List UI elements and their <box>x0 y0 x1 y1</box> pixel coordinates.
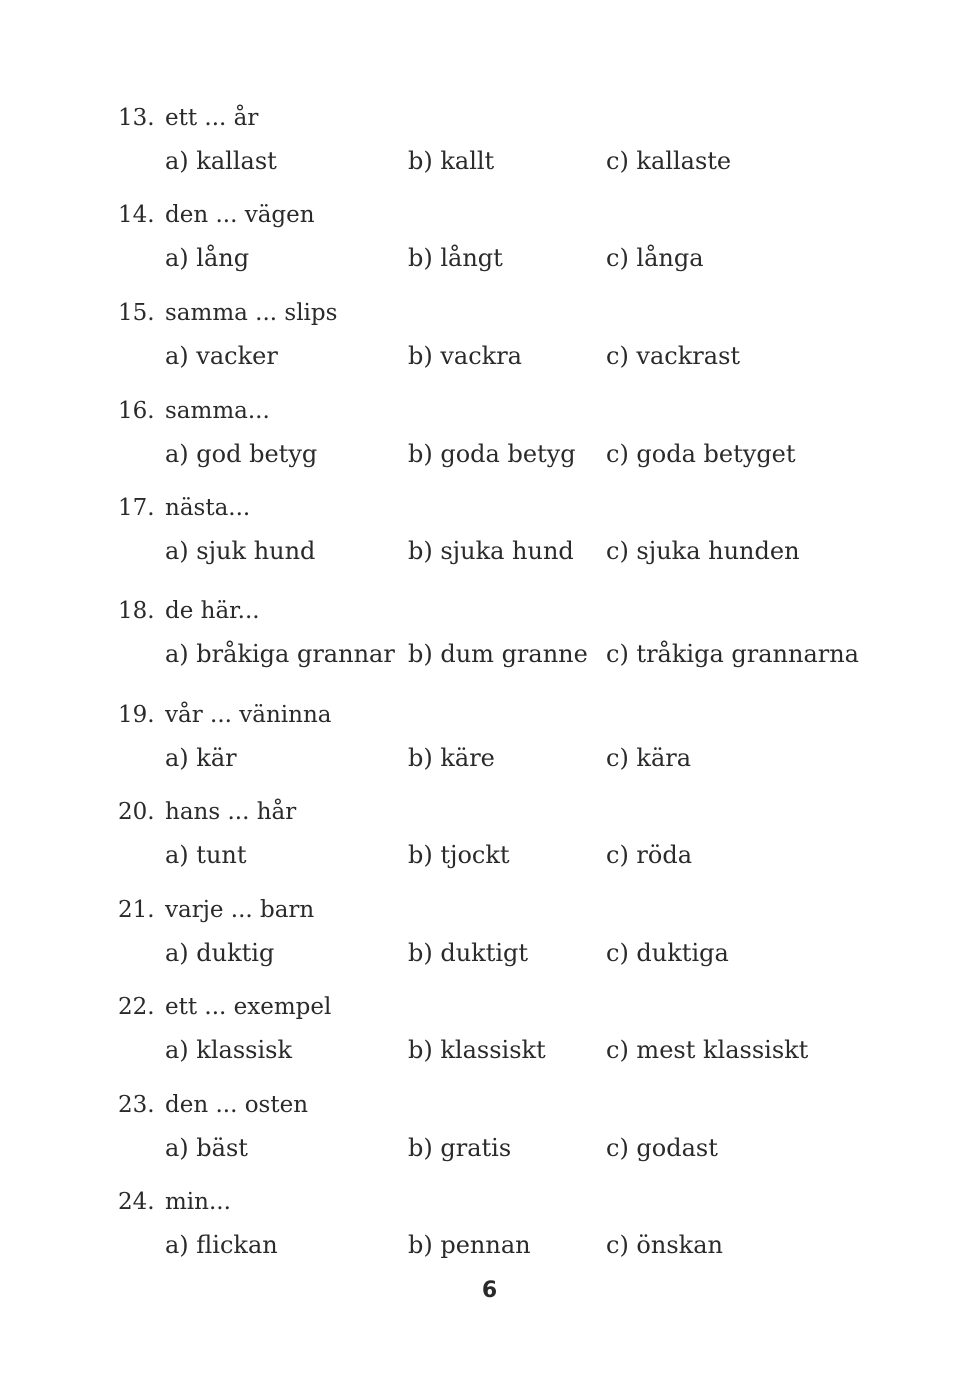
option-b: b) duktigt <box>408 939 529 967</box>
question-number: 13. <box>118 105 155 131</box>
option-c: c) mest klassiskt <box>606 1036 809 1064</box>
option-b: b) vackra <box>408 342 522 370</box>
option-b: b) långt <box>408 244 503 272</box>
question-prompt: min... <box>165 1189 231 1215</box>
question-number: 21. <box>118 897 155 923</box>
option-a: a) flickan <box>165 1231 278 1259</box>
question-number: 14. <box>118 202 155 228</box>
option-b: b) gratis <box>408 1134 512 1162</box>
option-a: a) tunt <box>165 841 247 869</box>
option-c: c) goda betyget <box>606 440 796 468</box>
page-number: 6 <box>481 1278 498 1303</box>
option-b: b) goda betyg <box>408 440 576 468</box>
option-b: b) dum granne <box>408 640 588 668</box>
question-prompt: vår ... väninna <box>165 702 332 728</box>
option-a: a) lång <box>165 244 250 272</box>
option-b: b) sjuka hund <box>408 537 574 565</box>
question-number: 16. <box>118 398 155 424</box>
question-prompt: den ... vägen <box>165 202 315 228</box>
question-prompt: de här... <box>165 598 260 624</box>
option-c: c) vackrast <box>606 342 741 370</box>
question-prompt: hans ... hår <box>165 799 297 825</box>
question-number: 22. <box>118 994 155 1020</box>
option-c: c) sjuka hunden <box>606 537 800 565</box>
question-number: 17. <box>118 495 155 521</box>
option-a: a) bråkiga grannar <box>165 640 395 668</box>
question-prompt: varje ... barn <box>165 897 315 923</box>
option-b: b) kallt <box>408 147 495 175</box>
option-a: a) klassisk <box>165 1036 292 1064</box>
option-c: c) duktiga <box>606 939 729 967</box>
option-c: c) kära <box>606 744 692 772</box>
option-c: c) tråkiga grannarna <box>606 640 859 668</box>
option-a: a) sjuk hund <box>165 537 316 565</box>
question-prompt: nästa... <box>165 495 251 521</box>
question-number: 18. <box>118 598 155 624</box>
question-prompt: den ... osten <box>165 1092 309 1118</box>
option-a: a) kallast <box>165 147 277 175</box>
question-number: 15. <box>118 300 155 326</box>
option-b: b) tjockt <box>408 841 510 869</box>
option-c: c) kallaste <box>606 147 732 175</box>
question-prompt: ett ... år <box>165 105 259 131</box>
question-number: 24. <box>118 1189 155 1215</box>
option-a: a) bäst <box>165 1134 248 1162</box>
option-c: c) långa <box>606 244 704 272</box>
option-c: c) önskan <box>606 1231 723 1259</box>
option-c: c) godast <box>606 1134 718 1162</box>
option-b: b) käre <box>408 744 495 772</box>
question-prompt: ett ... exempel <box>165 994 332 1020</box>
question-prompt: samma ... slips <box>165 300 338 326</box>
option-a: a) god betyg <box>165 440 318 468</box>
option-b: b) pennan <box>408 1231 531 1259</box>
option-a: a) duktig <box>165 939 275 967</box>
question-number: 19. <box>118 702 155 728</box>
question-prompt: samma... <box>165 398 270 424</box>
option-b: b) klassiskt <box>408 1036 546 1064</box>
option-a: a) kär <box>165 744 237 772</box>
option-c: c) röda <box>606 841 693 869</box>
question-number: 23. <box>118 1092 155 1118</box>
question-number: 20. <box>118 799 155 825</box>
option-a: a) vacker <box>165 342 278 370</box>
